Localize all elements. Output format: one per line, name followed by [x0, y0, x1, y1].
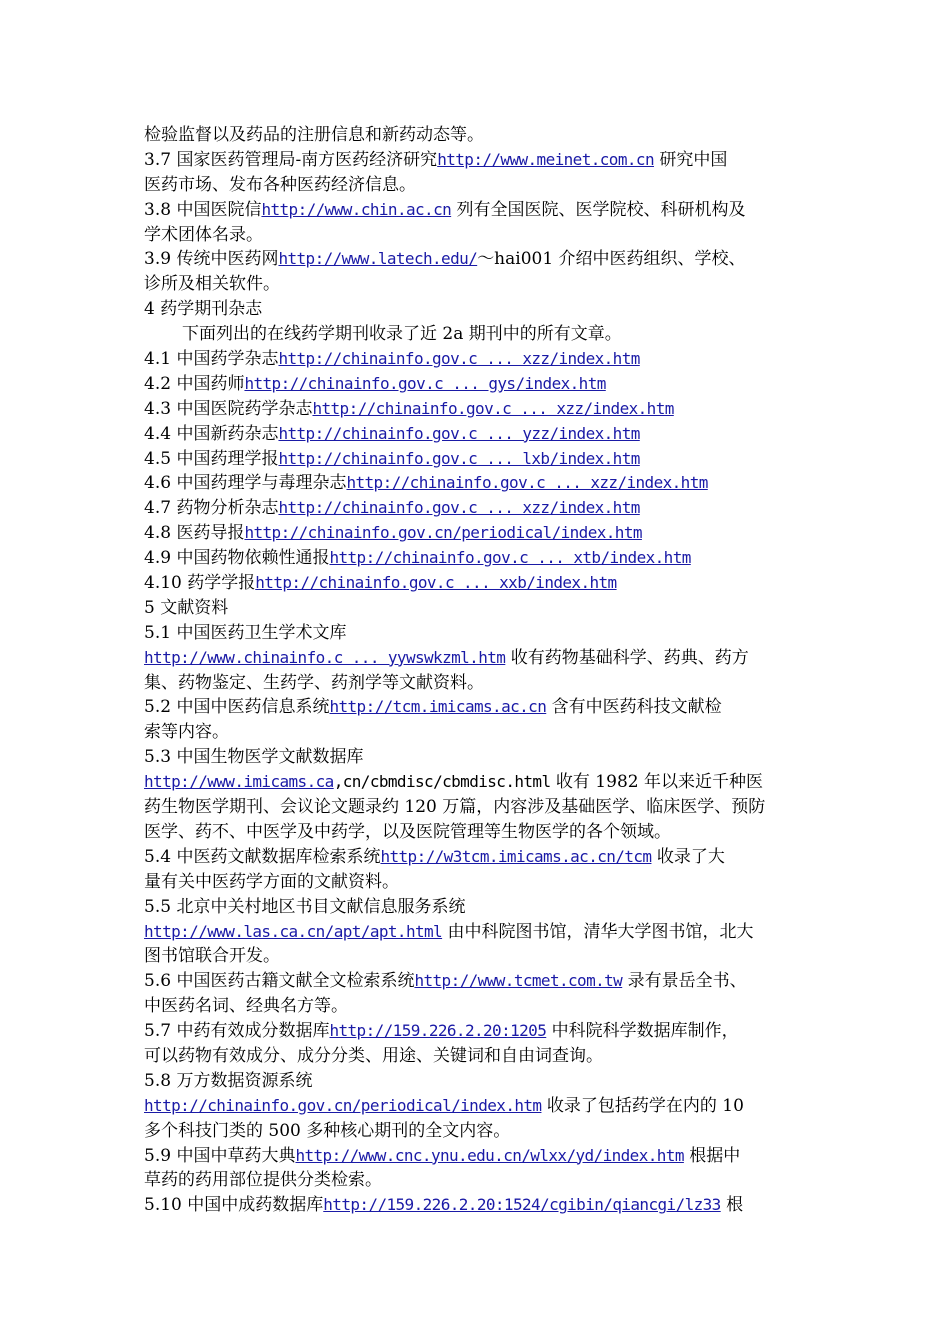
line-text: 3.7 国家医药管理局-南方医药经济研究 [144, 149, 438, 170]
text-line [144, 521, 814, 546]
line-text: 4.3 中国医院药学杂志 [144, 398, 313, 419]
document-page [144, 123, 814, 1218]
hyperlink[interactable]: http://chinainfo.gov.c ... xtb/index.htm [329, 548, 691, 568]
hyperlink[interactable]: http://www.latech.edu/ [278, 249, 478, 269]
line-text: 列有全国医院、医学院校、科研机构及 [451, 199, 746, 220]
text-line [144, 646, 814, 671]
text-line [144, 770, 814, 795]
text-line [144, 845, 814, 870]
text-line [144, 571, 814, 596]
line-text: 研究中国 [653, 149, 728, 170]
line-text: 4.8 医药导报 [144, 523, 245, 544]
text-line [144, 944, 814, 969]
line-text: 5.2 中国中医药信息系统 [144, 697, 330, 718]
text-line [144, 148, 814, 173]
line-text: 5.8 万方数据资源系统 [144, 1070, 313, 1091]
line-text: 收有 1982 年以来近千种医 [550, 772, 763, 793]
line-text: 收录了大 [651, 846, 725, 867]
line-text: 索等内容。 [144, 722, 229, 743]
text-line [144, 1119, 814, 1144]
hyperlink[interactable]: http://chinainfo.gov.c ... yzz/index.htm [278, 423, 640, 443]
hyperlink[interactable]: http://159.226.2.20:1524/cgibin/qiancgi/lz33 [323, 1195, 721, 1215]
line-text: ,cn/cbmdisc/cbmdisc.html [333, 772, 551, 792]
hyperlink[interactable]: http://www.chin.ac.cn [261, 199, 452, 219]
text-line [144, 1193, 814, 1218]
line-text: 由中科院图书馆，清华大学图书馆，北大 [442, 921, 754, 942]
line-text: 5.9 中国中草药大典 [144, 1145, 296, 1166]
line-text: 检验监督以及药品的注册信息和新药动态等。 [144, 125, 484, 145]
line-text: 根 [720, 1195, 744, 1216]
text-line [144, 920, 814, 945]
line-text: 草药的药用部位提供分类检索。 [144, 1170, 382, 1191]
line-text: 学术团体名录。 [144, 224, 263, 245]
line-text: 4.1 中国药学杂志 [144, 349, 279, 370]
line-text: 诊所及相关软件。 [144, 274, 280, 295]
line-text: 5.7 中药有效成分数据库 [144, 1021, 330, 1042]
line-text: 5.6 中国医药古籍文献全文检索系统 [144, 971, 415, 992]
line-text: 5.10 中国中成药数据库 [144, 1195, 324, 1216]
hyperlink[interactable]: http://www.las.ca.cn/apt/apt.html [144, 921, 443, 941]
hyperlink[interactable]: http://chinainfo.gov.c ... xzz/index.htm [278, 349, 640, 369]
line-text: 图书馆联合开发。 [144, 946, 280, 967]
hyperlink[interactable]: http://chinainfo.gov.c ... xxb/index.htm [255, 573, 617, 593]
hyperlink[interactable]: http://chinainfo.gov.c ... xzz/index.htm [312, 398, 674, 418]
text-line [144, 1069, 814, 1094]
line-text: 5.4 中医药文献数据库检索系统 [144, 846, 381, 867]
hyperlink[interactable]: http://chinainfo.gov.c ... xzz/index.htm [346, 473, 708, 493]
line-text: 中科院科学数据库制作， [546, 1021, 739, 1042]
line-text: 4.4 中国新药杂志 [144, 423, 279, 444]
line-text: 4.6 中国药理学与毒理杂志 [144, 473, 347, 494]
line-text: 3.8 中国医院信 [144, 199, 262, 220]
text-line [144, 297, 814, 322]
text-line [144, 1019, 814, 1044]
text-line [144, 994, 814, 1019]
text-line [144, 496, 814, 521]
text-line [144, 1044, 814, 1069]
text-line [144, 322, 814, 347]
text-line [144, 1094, 814, 1119]
hyperlink[interactable]: http://www.tcmet.com.tw [414, 971, 623, 991]
line-text: 药生物医学期刊、会议论文题录约 120 万篇，内容涉及基础医学、临床医学、预防 [144, 797, 766, 818]
hyperlink[interactable]: http://tcm.imicams.ac.cn [329, 697, 547, 717]
line-text: 4.5 中国药理学报 [144, 448, 279, 469]
text-line [144, 1144, 814, 1169]
line-text: 3.9 传统中医药网 [144, 249, 279, 270]
text-line [144, 546, 814, 571]
text-line [144, 198, 814, 223]
hyperlink[interactable]: http://www.chinainfo.c ... yywswkzml.htm [144, 647, 506, 667]
text-line [144, 596, 814, 621]
text-line [144, 969, 814, 994]
line-text: 医药市场、发布各种医药经济信息。 [144, 174, 416, 195]
text-line [144, 372, 814, 397]
text-line [144, 745, 814, 770]
hyperlink[interactable]: http://159.226.2.20:1205 [329, 1021, 547, 1041]
line-text: 4.9 中国药物依赖性通报 [144, 548, 330, 569]
line-text: 含有中医药科技文献检 [546, 697, 722, 718]
line-text: 收录了包括药学在内的 10 [541, 1095, 744, 1116]
line-text: 可以药物有效成分、成分分类、用途、关键词和自由词查询。 [144, 1045, 603, 1066]
line-text: 量有关中医药学方面的文献资料。 [144, 871, 399, 892]
text-line [144, 695, 814, 720]
line-text: 5.1 中国医药卫生学术文库 [144, 622, 347, 643]
text-line [144, 347, 814, 372]
text-line [144, 247, 814, 272]
text-line [144, 895, 814, 920]
line-text: 收有药物基础科学、药典、药方 [505, 647, 749, 668]
text-line [144, 397, 814, 422]
text-line [144, 870, 814, 895]
hyperlink[interactable]: http://chinainfo.gov.c ... gys/index.htm [244, 373, 606, 393]
text-line [144, 720, 814, 745]
text-line [144, 422, 814, 447]
line-text: 下面列出的在线药学期刊收录了近 2a 期刊中的所有文章。 [182, 324, 622, 345]
hyperlink[interactable]: http://www.meinet.com.cn [437, 149, 654, 169]
line-text: 录有景岳全书、 [622, 971, 747, 992]
text-line [144, 820, 814, 845]
line-text: 5 文献资料 [144, 597, 229, 618]
text-line [144, 272, 814, 297]
hyperlink[interactable]: http://w3tcm.imicams.ac.cn/tcm [380, 846, 652, 866]
text-line [144, 173, 814, 198]
text-line [144, 671, 814, 696]
hyperlink[interactable]: http://chinainfo.gov.c ... lxb/index.htm [278, 448, 640, 468]
text-line [144, 447, 814, 472]
hyperlink[interactable]: http://chinainfo.gov.cn/periodical/index.htm [144, 1095, 542, 1115]
line-text: 多个科技门类的 500 多种核心期刊的全文内容。 [144, 1120, 511, 1141]
text-line [144, 795, 814, 820]
text-line [144, 123, 814, 148]
line-text: ～hai001 介绍中医药组织、学校、 [477, 249, 746, 270]
line-text: 5.5 北京中关村地区书目文献信息服务系统 [144, 896, 466, 917]
line-text: 5.3 中国生物医学文献数据库 [144, 747, 364, 768]
line-text: 中医药名词、经典名方等。 [144, 996, 348, 1017]
text-line [144, 621, 814, 646]
line-text: 集、药物鉴定、生药学、药剂学等文献资料。 [144, 672, 484, 693]
text-line [144, 471, 814, 496]
text-line [144, 1168, 814, 1193]
hyperlink[interactable]: http://www.cnc.ynu.edu.cn/wlxx/yd/index.htm [295, 1145, 684, 1165]
line-text: 4.10 药学学报 [144, 573, 256, 594]
text-line [144, 223, 814, 248]
hyperlink[interactable]: http://chinainfo.gov.c ... xzz/index.htm [278, 498, 640, 518]
line-text: 4.2 中国药师 [144, 373, 245, 394]
hyperlink[interactable]: http://chinainfo.gov.cn/periodical/index.htm [244, 523, 642, 543]
line-text: 医学、药不、中医学及中药学，以及医院管理等生物医学的各个领域。 [144, 821, 671, 842]
line-text: 4 药学期刊杂志 [144, 299, 263, 320]
line-text: 根据中 [683, 1145, 741, 1166]
line-text: 4.7 药物分析杂志 [144, 498, 279, 519]
hyperlink[interactable]: http://www.imicams.ca [144, 772, 334, 792]
